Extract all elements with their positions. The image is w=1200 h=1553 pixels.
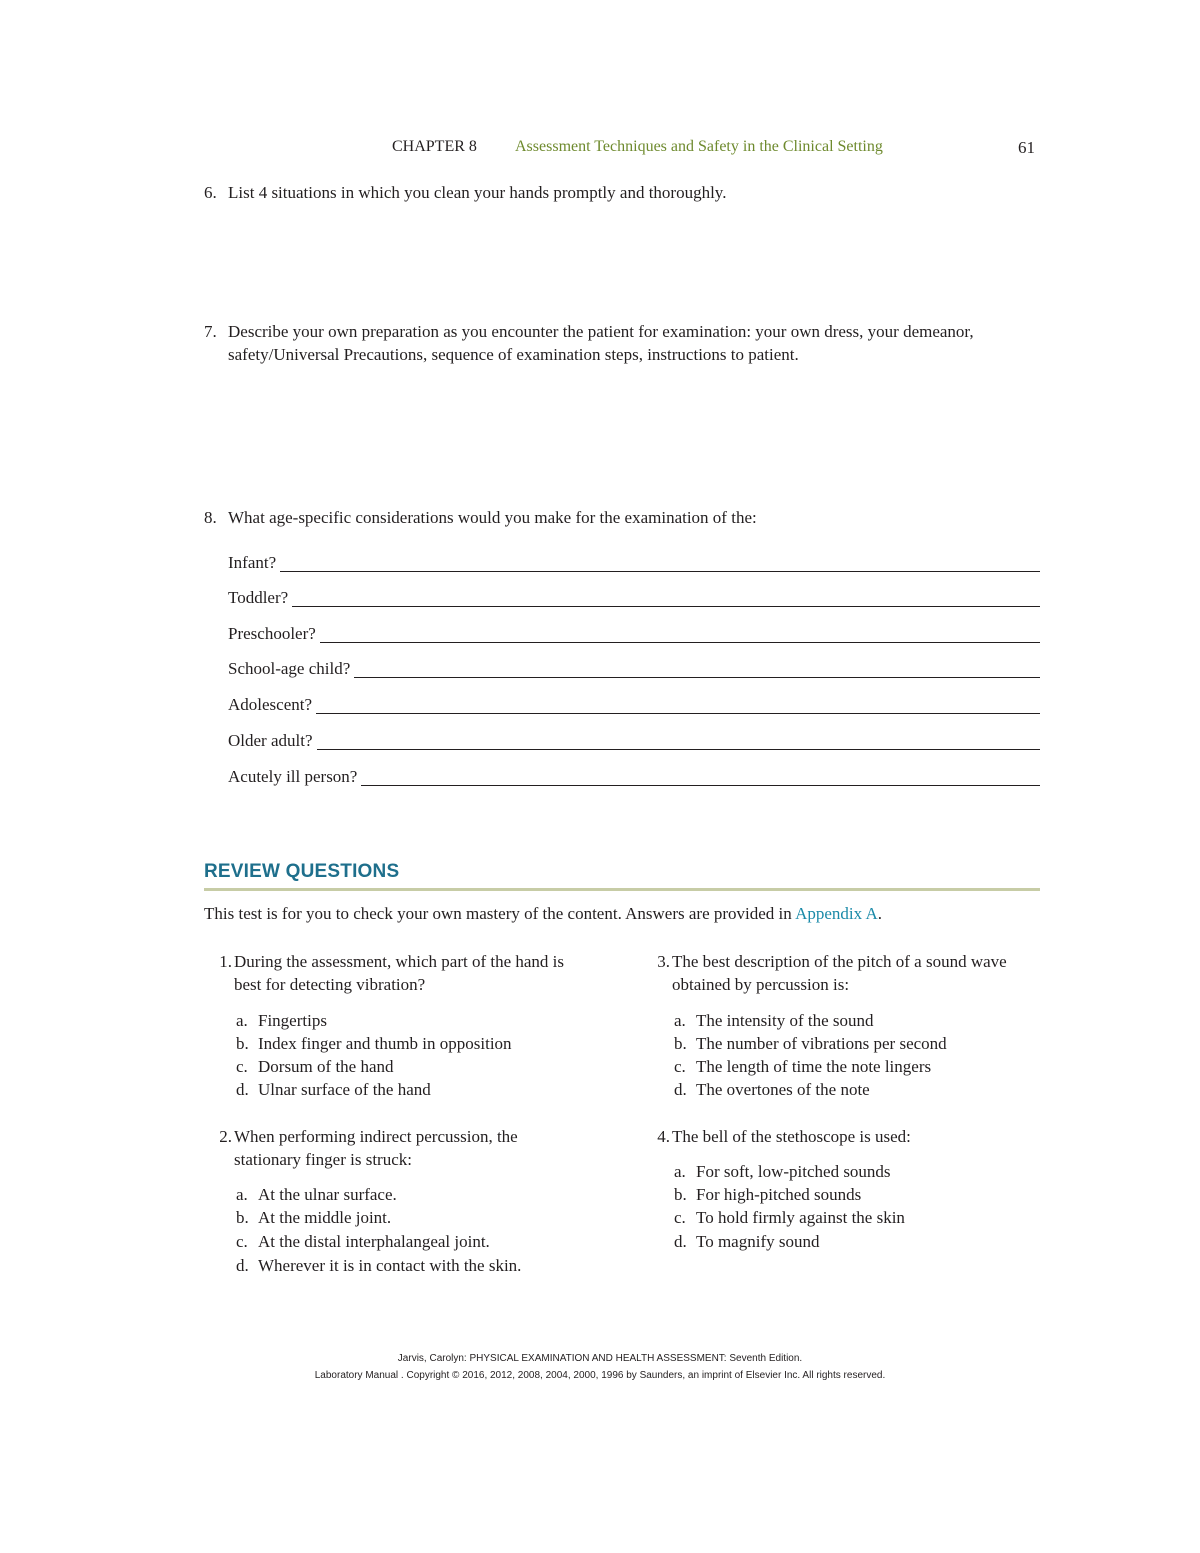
option-2a[interactable]: a. At the ulnar surface. [236, 1185, 397, 1204]
question-text: What age-specific considerations would you make for the examination of the: [228, 508, 757, 527]
answer-line-preschooler[interactable] [228, 624, 1040, 648]
age-group-label: Preschooler? [228, 624, 320, 644]
review-intro [204, 904, 882, 924]
question-stem: When performing indirect percussion, the stationary finger is struck: [234, 1127, 518, 1169]
age-group-label: Adolescent? [228, 695, 316, 715]
answer-line-infant[interactable] [228, 553, 1040, 577]
option-2b[interactable]: b. At the middle joint. [236, 1208, 392, 1227]
option-2c[interactable]: c. At the distal interphalangeal joint. [236, 1232, 490, 1251]
question-stem: The best description of the pitch of a sound wave obtained by percussion is: [672, 952, 1007, 994]
footer-citation: Jarvis, Carolyn: PHYSICAL EXAMINATION AND HEALTH ASSESSMENT: Seventh Edition. [397, 1353, 803, 1364]
answer-line-older-adult[interactable] [228, 731, 1040, 755]
running-header [0, 138, 1200, 162]
question-number: 8. [204, 508, 217, 527]
chapter-title: Assessment Techniques and Safety in the Clinical Setting [515, 138, 883, 155]
question-text: Describe your own preparation as you encounter the patient for examination: your own dress, your demeanor, safety/Universal Precautions, sequence of examination steps, instructions to patient. [228, 322, 974, 364]
page-number: 61 [1018, 138, 1035, 157]
appendix-link[interactable]: Appendix A [795, 904, 878, 923]
age-group-label: School-age child? [228, 659, 354, 679]
review-questions-heading: REVIEW QUESTIONS [204, 861, 400, 882]
option-3a[interactable]: a. The intensity of the sound [674, 1011, 874, 1030]
option-3d[interactable]: d. The overtones of the note [674, 1080, 870, 1099]
answer-line-toddler[interactable] [228, 588, 1040, 612]
option-3c[interactable]: c. The length of time the note lingers [674, 1057, 932, 1076]
option-1a[interactable]: a. Fingertips [236, 1011, 327, 1030]
answer-line-school-age-child[interactable] [228, 659, 1040, 683]
option-4d[interactable]: d. To magnify sound [674, 1232, 820, 1251]
question-stem: The bell of the stethoscope is used: [672, 1127, 911, 1146]
option-1d[interactable]: d. Ulnar surface of the hand [236, 1080, 431, 1099]
chapter-label: CHAPTER 8 [392, 138, 477, 155]
age-group-label: Toddler? [228, 588, 292, 608]
age-group-label: Infant? [228, 553, 280, 573]
question-number: 2. [219, 1127, 232, 1146]
age-group-label: Older adult? [228, 731, 317, 751]
question-number: 6. [204, 183, 217, 202]
option-1c[interactable]: c. Dorsum of the hand [236, 1057, 394, 1076]
option-4a[interactable]: a. For soft, low-pitched sounds [674, 1162, 891, 1181]
intro-text: This test is for you to check your own mastery of the content. Answers are provided in [204, 904, 796, 923]
answer-line-acutely-ill-person[interactable] [228, 767, 1040, 791]
question-number: 1. [219, 952, 232, 971]
footer-copyright: Laboratory Manual . Copyright © 2016, 2012, 2008, 2004, 2000, 1996 by Saunders, an imprint of Elsevier Inc. All rights reserved. [314, 1370, 886, 1381]
option-2d[interactable]: d. Wherever it is in contact with the skin. [236, 1256, 522, 1275]
age-group-label: Acutely ill person? [228, 767, 361, 787]
option-3b[interactable]: b. The number of vibrations per second [674, 1034, 947, 1053]
answer-line-adolescent[interactable] [228, 695, 1040, 719]
question-text: List 4 situations in which you clean your hands promptly and thoroughly. [228, 183, 727, 202]
question-stem: During the assessment, which part of the hand is best for detecting vibration? [234, 952, 565, 994]
option-4c[interactable]: c. To hold firmly against the skin [674, 1208, 905, 1227]
option-4b[interactable]: b. For high-pitched sounds [674, 1185, 862, 1204]
question-number: 4. [657, 1127, 670, 1146]
option-1b[interactable]: b. Index finger and thumb in opposition [236, 1034, 512, 1053]
question-number: 7. [204, 322, 217, 341]
question-number: 3. [657, 952, 670, 971]
heading-rule [204, 888, 1040, 891]
intro-end: . [877, 904, 882, 923]
